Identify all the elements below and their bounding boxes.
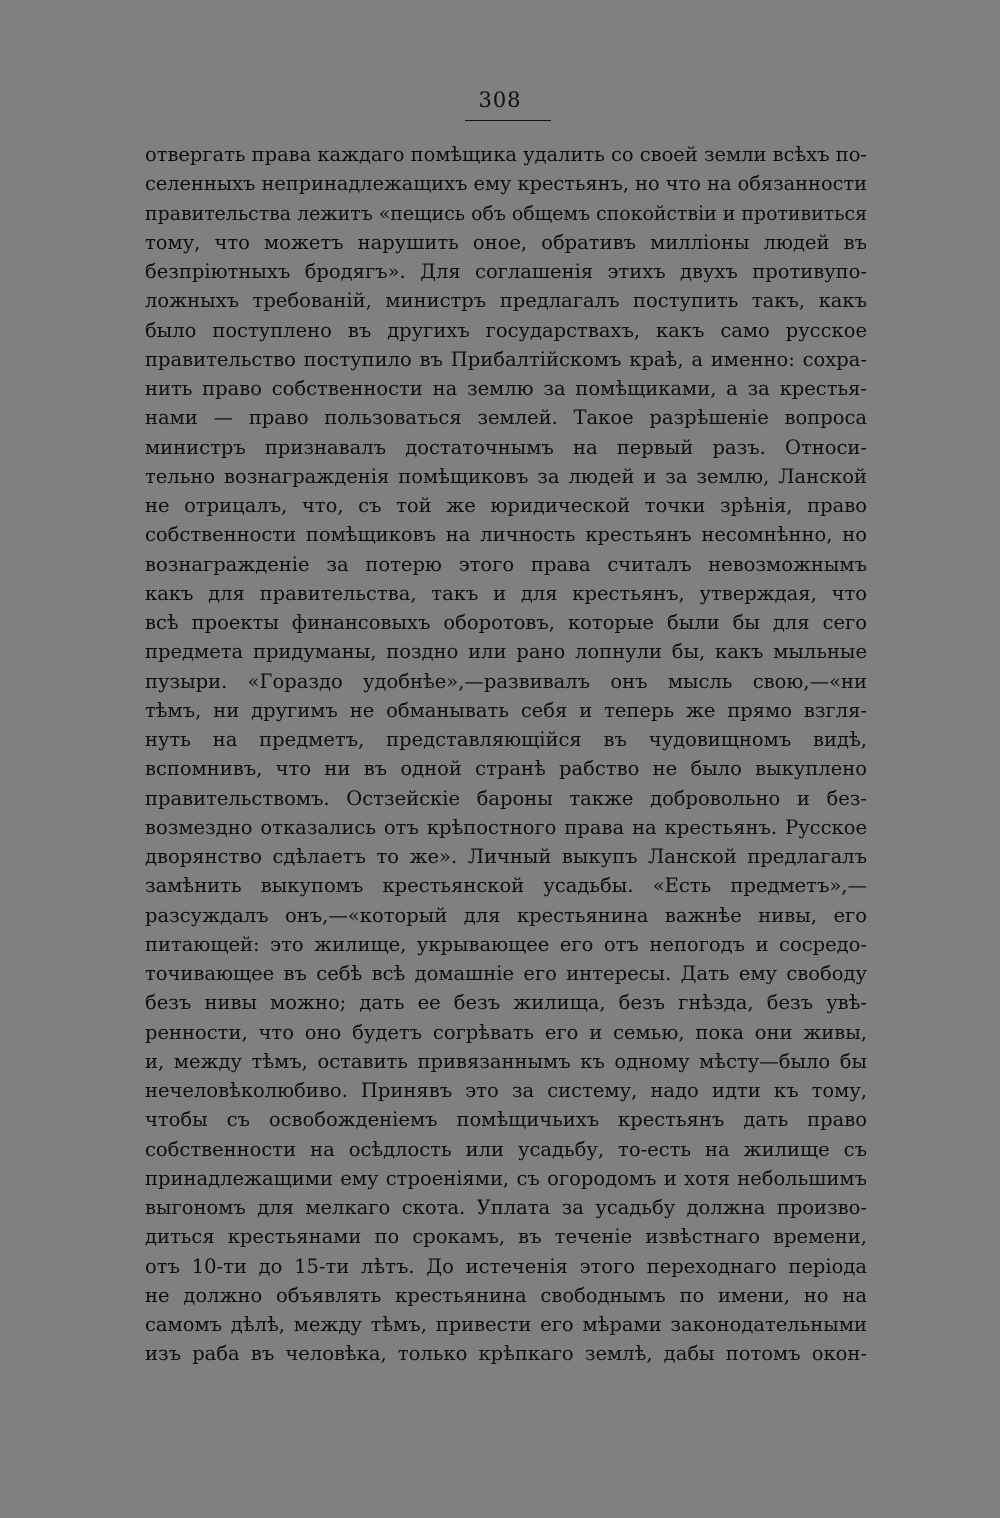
text-line: министръ признавалъ достаточнымъ на первый разъ. Относи- bbox=[145, 435, 867, 459]
text-line: собственности на осѣдлость или усадьбу, то-есть на жилище съ bbox=[145, 1137, 867, 1161]
text-line: какъ для правительства, такъ и для крестьянъ, утверждая, что bbox=[145, 581, 867, 605]
text-line: замѣнить выкупомъ крестьянской усадьбы. «Есть предметъ»,— bbox=[145, 874, 867, 898]
body-text bbox=[145, 140, 867, 1369]
text-line: правительствомъ. Остзейскіе бароны также добровольно и без- bbox=[145, 786, 867, 810]
text-line: изъ раба въ человѣка, только крѣпкаго землѣ, дабы потомъ окон- bbox=[145, 1342, 867, 1366]
text-line: собственности помѣщиковъ на личность крестьянъ несомнѣнно, но bbox=[145, 523, 867, 547]
text-line: безпріютныхъ бродягъ». Для соглашенія этихъ двухъ противупо- bbox=[145, 260, 867, 283]
text-line: правительства лежитъ «пещись объ общемъ спокойствіи и противиться bbox=[145, 201, 867, 225]
text-line: всѣ проекты финансовыхъ оборотовъ, которые были бы для сего bbox=[145, 611, 867, 634]
text-line: отъ 10-ти до 15-ти лѣтъ. До истеченія этого переходнаго періода bbox=[145, 1254, 867, 1278]
text-line: предмета придуманы, поздно или рано лопнули бы, какъ мыльные bbox=[145, 640, 867, 664]
text-line: нуть на предметъ, представляющійся въ чудовищномъ видѣ, bbox=[145, 728, 867, 751]
text-line: пузыри. «Гораздо удобнѣе»,—развивалъ онъ мысль свою,—«ни bbox=[145, 669, 867, 693]
text-line: дворянство сдѣлаетъ то же». Личный выкупъ Ланской предлагалъ bbox=[145, 845, 867, 868]
text-line: вспомнивъ, что ни въ одной странѣ рабство не было выкуплено bbox=[145, 757, 867, 781]
page-number-underline bbox=[465, 120, 551, 121]
text-line: чтобы съ освобожденіемъ помѣщичьихъ крестьянъ дать право bbox=[145, 1108, 867, 1132]
text-line: точивающее въ себѣ всѣ домашніе его интересы. Дать ему свободу bbox=[145, 962, 867, 985]
text-line: не отрицалъ, что, съ той же юридической точки зрѣнія, право bbox=[145, 494, 867, 517]
text-line: возмездно отказались отъ крѣпостного права на крестьянъ. Русское bbox=[145, 815, 867, 839]
text-line: безъ нивы можно; дать ее безъ жилища, безъ гнѣзда, безъ увѣ- bbox=[145, 991, 867, 1015]
text-line: самомъ дѣлѣ, между тѣмъ, привести его мѣрами законодательными bbox=[145, 1313, 867, 1336]
text-line: отвергать права каждаго помѣщика удалить со своей земли всѣхъ по- bbox=[145, 143, 867, 166]
text-line: тельно вознагражденія помѣщиковъ за людей и за землю, Ланской bbox=[145, 464, 867, 488]
text-line: нечеловѣколюбиво. Принявъ это за систему, надо идти къ тому, bbox=[145, 1079, 867, 1102]
text-line: тѣмъ, ни другимъ не обманывать себя и теперь же прямо взгля- bbox=[145, 698, 867, 722]
text-line: ренности, что оно будетъ согрѣвать его и семью, пока они живы, bbox=[145, 1020, 867, 1044]
text-line: нами — право пользоваться землей. Такое разрѣшеніе вопроса bbox=[145, 406, 867, 430]
text-line: вознагражденіе за потерю этого права считалъ невозможнымъ bbox=[145, 552, 867, 576]
text-line: ложныхъ требованій, министръ предлагалъ поступить такъ, какъ bbox=[145, 289, 867, 313]
text-line: выгономъ для мелкаго скота. Уплата за усадьбу должна произво- bbox=[145, 1196, 867, 1219]
text-line: питающей: это жилище, укрывающее его отъ непогодъ и сосредо- bbox=[145, 932, 867, 956]
text-line: правительство поступило въ Прибалтійскомъ краѣ, а именно: сохра- bbox=[145, 347, 867, 371]
text-line: диться крестьянами по срокамъ, въ теченіе извѣстнаго времени, bbox=[145, 1225, 867, 1249]
text-line: разсуждалъ онъ,—«который для крестьянина важнѣе нивы, его bbox=[145, 903, 867, 927]
page-number: 308 bbox=[478, 88, 522, 112]
text-line: селенныхъ непринадлежащихъ ему крестьянъ, но что на обязанности bbox=[145, 172, 867, 196]
text-line: нить право собственности на землю за помѣщиками, а за крестья- bbox=[145, 377, 867, 400]
text-line: было поступлено въ другихъ государствахъ, какъ само русское bbox=[145, 318, 867, 342]
text-line: принадлежащими ему строеніями, съ огородомъ и хотя небольшимъ bbox=[145, 1166, 867, 1190]
text-line: тому, что можетъ нарушить оное, обративъ милліоны людей въ bbox=[145, 230, 867, 254]
text-line: и, между тѣмъ, оставить привязаннымъ къ одному мѣсту—было бы bbox=[145, 1049, 867, 1073]
text-line: не должно объявлять крестьянина свободнымъ по имени, но на bbox=[145, 1283, 867, 1307]
